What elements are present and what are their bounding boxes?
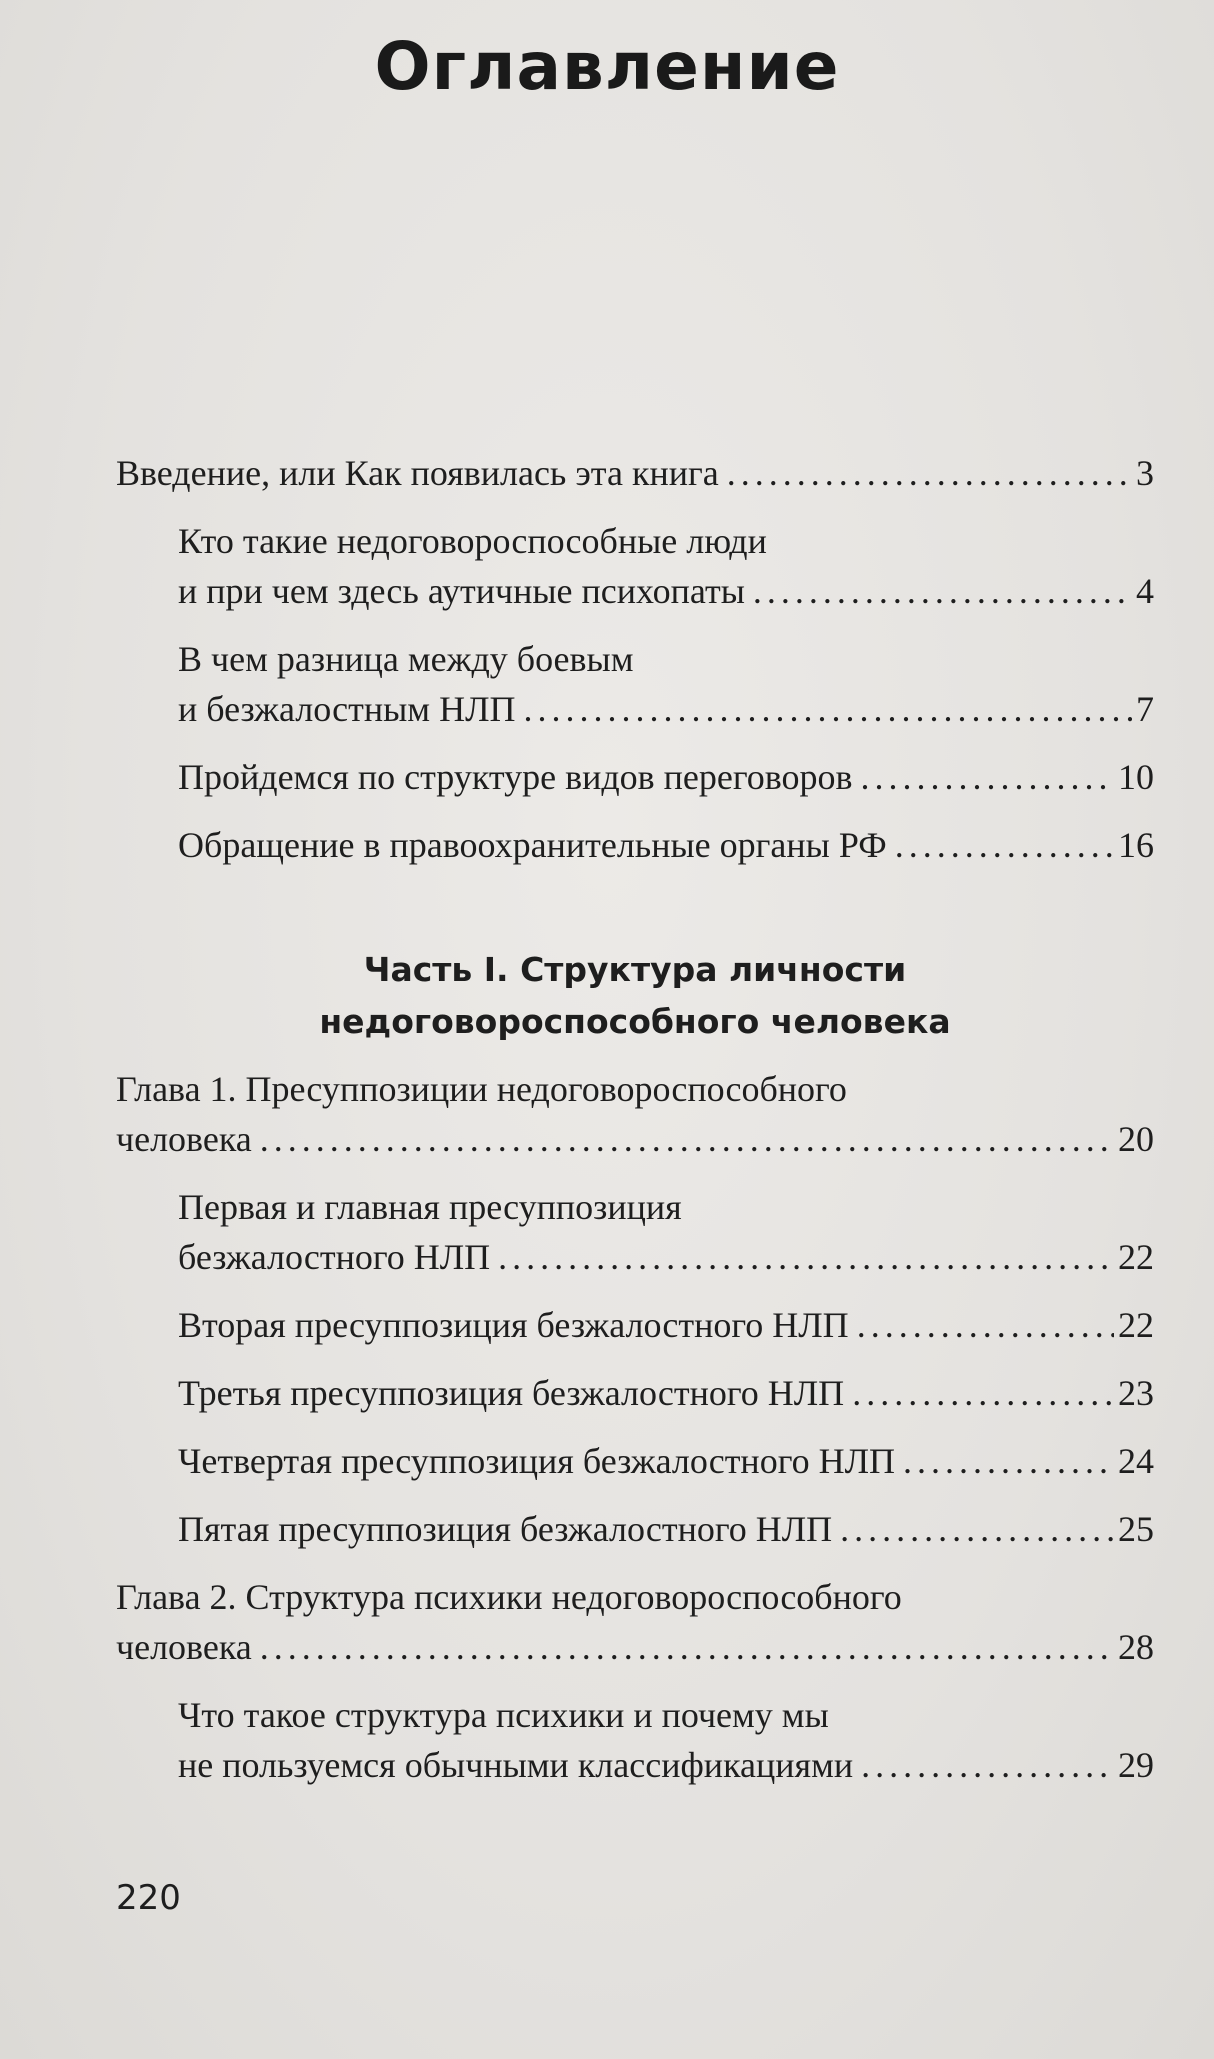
part-heading-line: Часть I. Структура личности <box>363 950 907 989</box>
toc-entry-text: В чем разница между боевым <box>178 639 634 679</box>
toc-entry-text: человека <box>116 1627 252 1667</box>
dot-leader <box>895 820 1114 870</box>
toc-entry-introduction[interactable] <box>116 448 1154 498</box>
toc-entry-law-enforcement[interactable] <box>178 820 1154 870</box>
toc-entry-psyche-structure[interactable] <box>178 1690 1154 1790</box>
dot-leader <box>260 1622 1114 1672</box>
toc-entry-text: человека <box>116 1119 252 1159</box>
toc-page-number: 10 <box>1118 757 1154 797</box>
table-of-contents <box>116 448 1154 1790</box>
toc-page-number: 3 <box>1136 453 1154 493</box>
toc-entry-fifth-presupposition[interactable] <box>178 1504 1154 1554</box>
dot-leader <box>857 1300 1114 1350</box>
toc-entry-text: Третья пресуппозиция безжалостного НЛП <box>178 1373 845 1413</box>
dot-leader <box>498 1232 1114 1282</box>
toc-entry-difference[interactable] <box>178 634 1154 734</box>
toc-entry-fourth-presupposition[interactable] <box>178 1436 1154 1486</box>
toc-entry-text: Пятая пресуппозиция безжалостного НЛП <box>178 1509 833 1549</box>
toc-page-number: 22 <box>1118 1305 1154 1345</box>
toc-entry-chapter-2[interactable] <box>116 1572 1154 1672</box>
toc-entry-text: Пройдемся по структуре видов переговоров <box>178 757 853 797</box>
toc-page-number: 29 <box>1118 1745 1154 1785</box>
toc-entry-first-presupposition[interactable] <box>178 1182 1154 1282</box>
toc-entry-third-presupposition[interactable] <box>178 1368 1154 1418</box>
toc-entry-who-are[interactable] <box>178 516 1154 616</box>
toc-entry-second-presupposition[interactable] <box>178 1300 1154 1350</box>
dot-leader <box>861 752 1115 802</box>
dot-leader <box>727 448 1132 498</box>
toc-entry-text: безжалостного НЛП <box>178 1237 491 1277</box>
part-heading <box>116 944 1154 1048</box>
toc-entry-text: Введение, или Как появилась эта книга <box>116 453 719 493</box>
toc-entry-text: не пользуемся обычными классификациями <box>178 1745 854 1785</box>
toc-entry-negotiation-types[interactable] <box>178 752 1154 802</box>
toc-page-number: 7 <box>1136 689 1154 729</box>
toc-page-number: 16 <box>1118 825 1154 865</box>
toc-page-number: 4 <box>1136 571 1154 611</box>
dot-leader <box>260 1114 1114 1164</box>
dot-leader <box>753 566 1132 616</box>
toc-page-number: 23 <box>1118 1373 1154 1413</box>
toc-entry-text: и при чем здесь аутичные психопаты <box>178 571 745 611</box>
page-number: 220 <box>116 1878 181 1918</box>
dot-leader <box>861 1740 1114 1790</box>
toc-entry-chapter-1[interactable] <box>116 1064 1154 1164</box>
part-heading-line: недоговороспособного человека <box>319 1002 951 1041</box>
toc-page-number: 28 <box>1118 1627 1154 1667</box>
toc-entry-text: Четвертая пресуппозиция безжалостного НЛП <box>178 1441 895 1481</box>
toc-page-number: 25 <box>1118 1509 1154 1549</box>
toc-page-number: 24 <box>1118 1441 1154 1481</box>
toc-page-number: 20 <box>1118 1119 1154 1159</box>
toc-entry-text: Обращение в правоохранительные органы РФ <box>178 825 887 865</box>
toc-entry-text: Вторая пресуппозиция безжалостного НЛП <box>178 1305 849 1345</box>
toc-entry-text: Кто такие недоговороспособные люди <box>178 521 767 561</box>
dot-leader <box>523 684 1132 734</box>
page-title: Оглавление <box>374 28 840 105</box>
toc-entry-text: Глава 2. Структура психики недоговороспособного <box>116 1577 902 1617</box>
dot-leader <box>852 1368 1114 1418</box>
toc-entry-text: и безжалостным НЛП <box>178 689 516 729</box>
dot-leader <box>903 1436 1114 1486</box>
dot-leader <box>840 1504 1114 1554</box>
toc-page-number: 22 <box>1118 1237 1154 1277</box>
toc-entry-text: Первая и главная пресуппозиция <box>178 1187 682 1227</box>
toc-entry-text: Что такое структура психики и почему мы <box>178 1695 829 1735</box>
toc-entry-text: Глава 1. Пресуппозиции недоговороспособного <box>116 1069 847 1109</box>
